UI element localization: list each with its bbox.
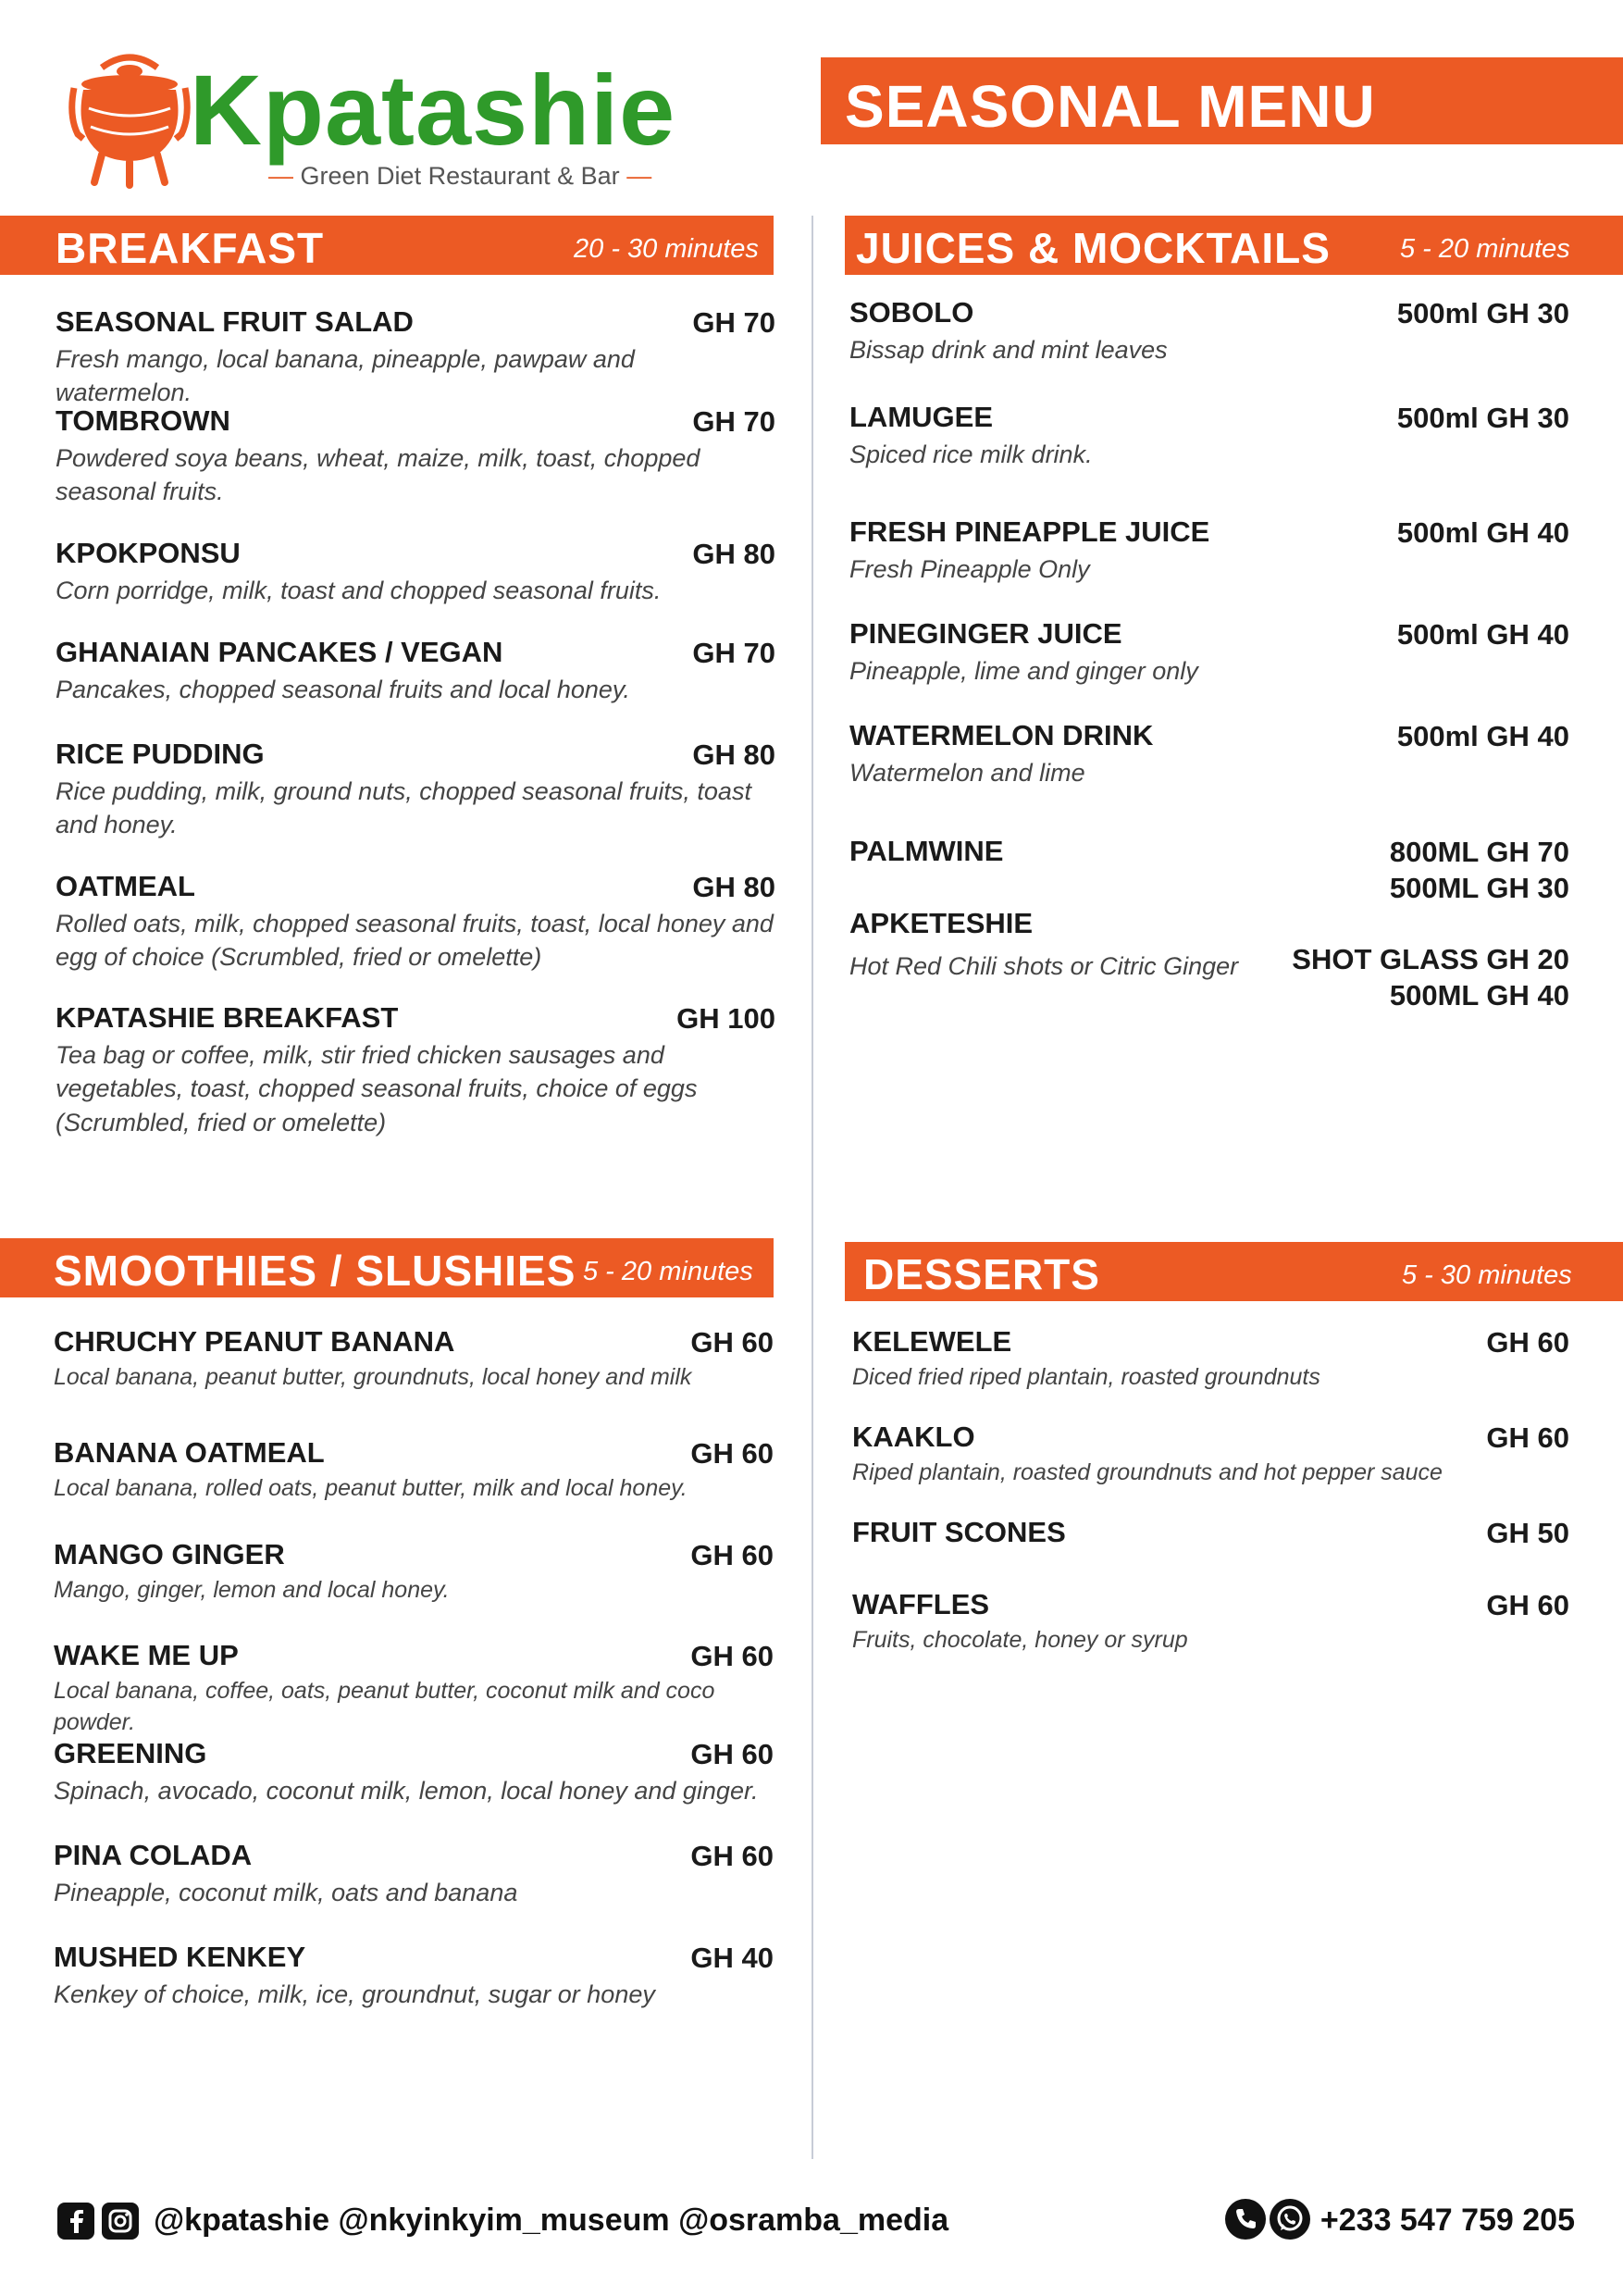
- breakfast-header: [0, 216, 774, 275]
- desserts-header: [845, 1242, 1623, 1301]
- section-time: 5 - 20 minutes: [583, 1257, 753, 1286]
- menu-item: RICE PUDDING GH 80 Rice pudding, milk, ground nuts, chopped seasonal fruits, toast and honey.: [56, 738, 775, 839]
- menu-item: FRUIT SCONES GH 50: [852, 1516, 1569, 1549]
- juices-header: [845, 216, 1623, 275]
- menu-item: WAFFLES GH 60 Fruits, chocolate, honey or syrup: [852, 1588, 1569, 1653]
- center-divider: [812, 216, 813, 2159]
- footer: [57, 2203, 1575, 2249]
- menu-item: WATERMELON DRINK 500ml GH 40 Watermelon and lime: [849, 719, 1569, 787]
- brand-name: Kpatashie: [190, 54, 676, 166]
- menu-item: GREENING GH 60 Spinach, avocado, coconut milk, lemon, local honey and ginger.: [54, 1737, 774, 1805]
- menu-item: KPOKPONSU GH 80 Corn porridge, milk, toast and chopped seasonal fruits.: [56, 537, 775, 604]
- menu-item: GHANAIAN PANCAKES / VEGAN GH 70 Pancakes, chopped seasonal fruits and local honey.: [56, 636, 775, 703]
- cooking-pot-icon: [65, 51, 194, 190]
- menu-item: KELEWELE GH 60 Diced fried riped plantain, roasted groundnuts: [852, 1325, 1569, 1390]
- section-title: BREAKFAST: [56, 224, 325, 272]
- menu-item: MANGO GINGER GH 60 Mango, ginger, lemon and local honey.: [54, 1538, 774, 1603]
- menu-item: MUSHED KENKEY GH 40 Kenkey of choice, milk, ice, groundnut, sugar or honey: [54, 1941, 774, 2008]
- whatsapp-icon[interactable]: [1270, 2199, 1310, 2240]
- menu-item: CHRUCHY PEANUT BANANA GH 60 Local banana, peanut butter, groundnuts, local honey and milk: [54, 1325, 774, 1390]
- smoothies-header: [0, 1238, 774, 1297]
- logo: [65, 51, 676, 199]
- menu-item: WAKE ME UP GH 60 Local banana, coffee, oats, peanut butter, coconut milk and coco powder.: [54, 1639, 774, 1735]
- menu-item: TOMBROWN GH 70 Powdered soya beans, wheat, maize, milk, toast, chopped seasonal fruits.: [56, 404, 775, 506]
- menu-item: APKETESHIE SHOT GLASS GH 20 500ML GH 40 Hot Red Chili shots or Citric Ginger: [849, 907, 1569, 1011]
- menu-item: KPATASHIE BREAKFAST GH 100 Tea bag or coffee, milk, stir fried chicken sausages and vegetables, toast, chopped seasonal fruits, choice of eggs (Scrumbled, fried or omelette): [56, 1001, 775, 1136]
- menu-item: SOBOLO 500ml GH 30 Bissap drink and mint leaves: [849, 296, 1569, 364]
- menu-item: LAMUGEE 500ml GH 30 Spiced rice milk drink.: [849, 401, 1569, 468]
- section-time: 5 - 30 minutes: [1402, 1260, 1572, 1290]
- section-time: 5 - 20 minutes: [1400, 234, 1570, 264]
- menu-item: PALMWINE 800ML GH 70 500ML GH 30: [849, 835, 1569, 904]
- phone-icon[interactable]: [1225, 2199, 1266, 2240]
- seasonal-menu-banner: [821, 57, 1623, 144]
- menu-item: PINA COLADA GH 60 Pineapple, coconut milk, oats and banana: [54, 1839, 774, 1906]
- phone-number: +233 547 759 205: [1319, 2203, 1575, 2238]
- section-title: JUICES & MOCKTAILS: [856, 224, 1331, 272]
- section-title: DESSERTS: [863, 1250, 1100, 1298]
- social-handles: @kpatashie @nkyinkyim_museum @osramba_media: [154, 2203, 949, 2238]
- section-title: SMOOTHIES / SLUSHIES: [54, 1247, 576, 1295]
- menu-item: BANANA OATMEAL GH 60 Local banana, rolled oats, peanut butter, milk and local honey.: [54, 1436, 774, 1501]
- menu-item: OATMEAL GH 80 Rolled oats, milk, chopped seasonal fruits, toast, local honey and egg of choice (Scrumbled, fried or omelette): [56, 870, 775, 972]
- facebook-icon[interactable]: [57, 2203, 94, 2240]
- instagram-icon[interactable]: [102, 2203, 139, 2240]
- section-time: 20 - 30 minutes: [574, 234, 759, 264]
- brand-tagline: — Green Diet Restaurant & Bar —: [268, 162, 652, 190]
- menu-item: SEASONAL FRUIT SALAD GH 70 Fresh mango, local banana, pineapple, pawpaw and watermelon.: [56, 305, 775, 407]
- menu-item: KAAKLO GH 60 Riped plantain, roasted groundnuts and hot pepper sauce: [852, 1421, 1569, 1485]
- menu-item: PINEGINGER JUICE 500ml GH 40 Pineapple, lime and ginger only: [849, 617, 1569, 685]
- menu-item: FRESH PINEAPPLE JUICE 500ml GH 40 Fresh Pineapple Only: [849, 515, 1569, 583]
- banner-title: SEASONAL MENU: [845, 73, 1376, 140]
